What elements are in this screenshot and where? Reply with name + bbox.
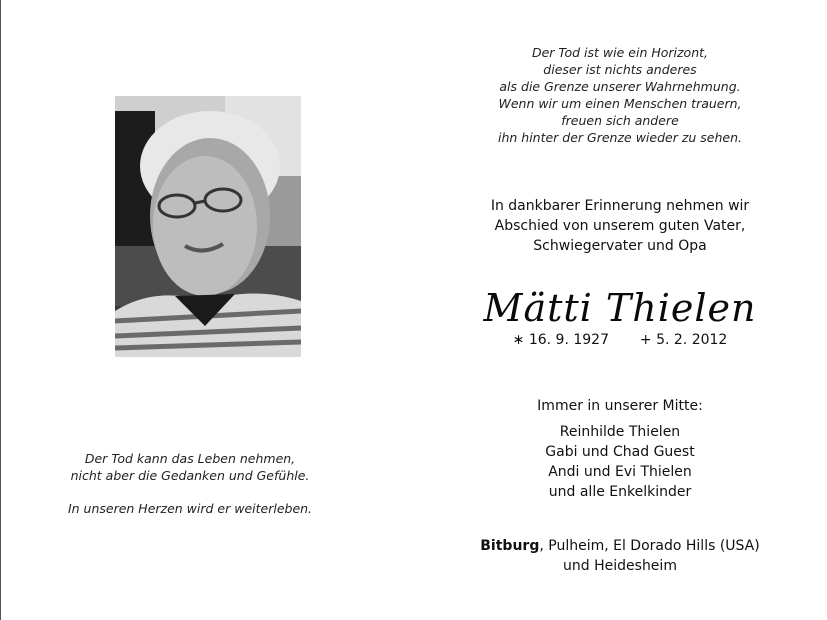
- deceased-name: Mätti Thielen: [483, 286, 757, 330]
- memory-line: Abschied von unserem guten Vater,: [494, 218, 746, 234]
- page-edge: [0, 0, 1, 620]
- birth-symbol: ∗: [512, 332, 525, 348]
- places: [470, 536, 770, 576]
- poem-line: freuen sich andere: [561, 113, 679, 128]
- death-symbol: +: [639, 332, 652, 348]
- memory-line: In dankbarer Erinnerung nehmen wir: [490, 198, 750, 214]
- mourner-line: Andi und Evi Thielen: [548, 464, 692, 480]
- poem-line: dieser ist nichts anderes: [543, 62, 697, 77]
- mourners: [470, 396, 770, 502]
- poem-line: ihn hinter der Grenze wieder zu sehen.: [497, 130, 742, 145]
- mourner-line: Gabi und Chad Guest: [545, 444, 695, 460]
- quote-line: Der Tod kann das Leben nehmen,: [84, 451, 296, 466]
- place-rest: , Pulheim, El Dorado Hills (USA): [539, 538, 760, 554]
- place-bold: Bitburg: [480, 538, 540, 554]
- memory-text: [470, 196, 770, 256]
- death-date: 5. 2. 2012: [656, 332, 728, 348]
- quote: [60, 450, 320, 517]
- quote-line: nicht aber die Gedanken und Gefühle.: [70, 468, 310, 483]
- mourner-line: Reinhilde Thielen: [559, 424, 681, 440]
- memory-line: Schwiegervater und Opa: [533, 238, 707, 254]
- places-line-2: und Heidesheim: [563, 558, 677, 574]
- life-dates: [470, 332, 770, 348]
- portrait-photo: [115, 96, 301, 357]
- poem-line: Der Tod ist wie ein Horizont,: [531, 45, 709, 60]
- poem: [470, 44, 770, 146]
- poem-line: als die Grenze unserer Wahrnehmung.: [499, 79, 741, 94]
- places-line-1: [470, 536, 770, 556]
- poem-line: Wenn wir um einen Menschen trauern,: [498, 96, 742, 111]
- mourners-heading: Immer in unserer Mitte:: [537, 398, 703, 414]
- birth-date: 16. 9. 1927: [528, 332, 609, 348]
- quote-line: In unseren Herzen wird er weiterleben.: [67, 501, 313, 516]
- mourner-line: und alle Enkelkinder: [548, 484, 692, 500]
